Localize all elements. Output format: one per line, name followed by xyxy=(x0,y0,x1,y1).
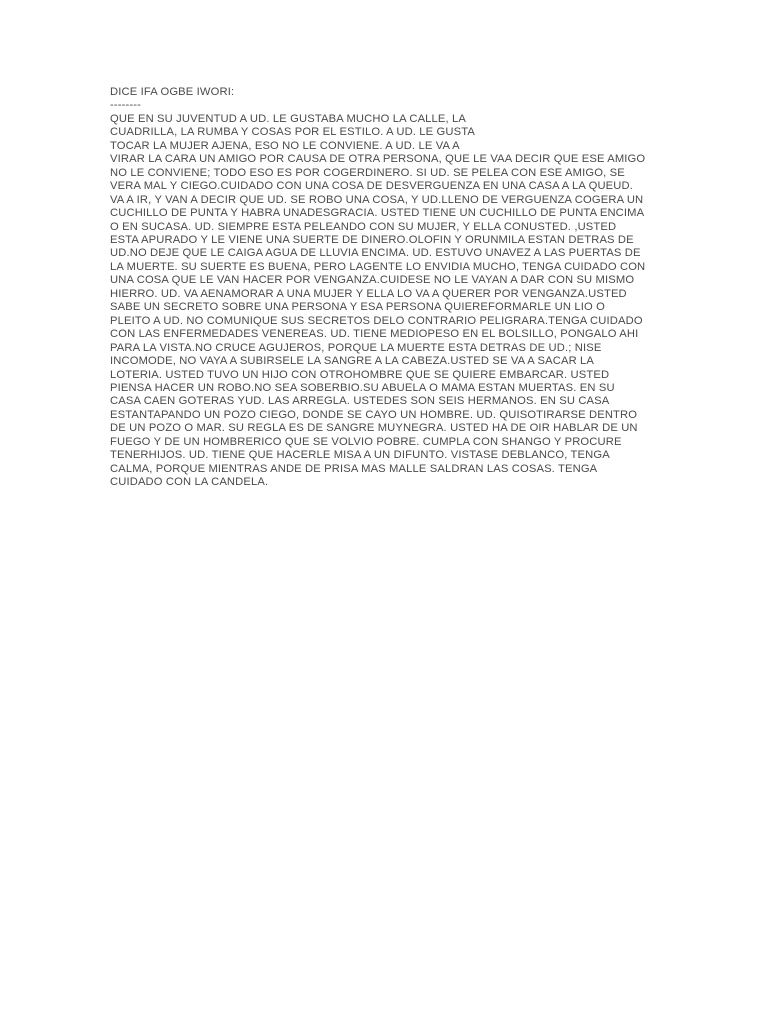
title-separator: -------- xyxy=(110,99,142,112)
text-line: CASA CAEN GOTERAS YUD. LAS ARREGLA. USTEDES SON SEIS HERMANOS. EN SU CASA xyxy=(110,395,610,408)
text-line: PARA LA VISTA.NO CRUCE AGUJEROS, PORQUE LA MUERTE ESTA DETRAS DE UD.; NISE xyxy=(110,341,602,354)
text-line: UD.NO DEJE QUE LE CAIGA AGUA DE LLUVIA ENCIMA. UD. ESTUVO UNAVEZ A LAS PUERTAS DE xyxy=(110,247,641,260)
text-line: INCOMODE, NO VAYA A SUBIRSELE LA SANGRE A LA CABEZA.USTED SE VA A SACAR LA xyxy=(110,355,595,368)
document-page xyxy=(110,86,670,490)
text-line: VIRAR LA CARA UN AMIGO POR CAUSA DE OTRA PERSONA, QUE LE VAA DECIR QUE ESE AMIGO xyxy=(110,153,646,166)
text-line: O EN SUCASA. UD. SIEMPRE ESTA PELEANDO CON SU MUJER, Y ELLA CONUSTED. ,USTED xyxy=(110,220,617,233)
text-line: QUE EN SU JUVENTUD A UD. LE GUSTABA MUCHO LA CALLE, LA xyxy=(110,112,467,125)
text-line: CON LAS ENFERMEDADES VENEREAS. UD. TIENE MEDIOPESO EN EL BOLSILLO, PONGALO AHI xyxy=(110,328,639,341)
text-line: LA MUERTE. SU SUERTE ES BUENA, PERO LAGENTE LO ENVIDIA MUCHO, TENGA CUIDADO CON xyxy=(110,260,646,273)
text-line: CALMA, PORQUE MIENTRAS ANDE DE PRISA MAS MALLE SALDRAN LAS COSAS. TENGA xyxy=(110,462,598,475)
text-line: LOTERIA. USTED TUVO UN HIJO CON OTROHOMBRE QUE SE QUIERE EMBARCAR. USTED xyxy=(110,368,610,381)
text-line: FUEGO Y DE UN HOMBRERICO QUE SE VOLVIO POBRE. CUMPLA CON SHANGO Y PROCURE xyxy=(110,435,622,448)
text-line: ESTA APURADO Y LE VIENE UNA SUERTE DE DINERO.OLOFIN Y ORUNMILA ESTAN DETRAS DE xyxy=(110,233,634,246)
text-line: VERA MAL Y CIEGO.CUIDADO CON UNA COSA DE DESVERGUENZA EN UNA CASA A LA QUEUD. xyxy=(110,180,633,193)
text-line: TENERHIJOS. UD. TIENE QUE HACERLE MISA A UN DIFUNTO. VISTASE DEBLANCO, TENGA xyxy=(110,449,610,462)
text-line: CUADRILLA, LA RUMBA Y COSAS POR EL ESTILO. A UD. LE GUSTA xyxy=(110,126,476,139)
text-line: ESTANTAPANDO UN POZO CIEGO, DONDE SE CAYO UN HOMBRE. UD. QUISOTIRARSE DENTRO xyxy=(110,408,638,421)
text-line: TOCAR LA MUJER AJENA, ESO NO LE CONVIENE. A UD. LE VA A xyxy=(110,139,460,152)
document-title: DICE IFA OGBE IWORI: xyxy=(110,86,235,98)
text-line: CUCHILLO DE PUNTA Y HABRA UNADESGRACIA. USTED TIENE UN CUCHILLO DE PUNTA ENCIMA xyxy=(110,207,645,220)
text-line: DE UN POZO O MAR. SU REGLA ES DE SANGRE MUYNEGRA. USTED HA DE OIR HABLAR DE UN xyxy=(110,422,638,435)
text-line: VA A IR, Y VAN A DECIR QUE UD. SE ROBO UNA COSA, Y UD.LLENO DE VERGUENZA COGERA UN xyxy=(110,193,644,206)
text-line: PIENSA HACER UN ROBO.NO SEA SOBERBIO.SU ABUELA O MAMA ESTAN MUERTAS. EN SU xyxy=(110,381,615,394)
text-line: NO LE CONVIENE; TODO ESO ES POR COGERDINERO. SI UD. SE PELEA CON ESE AMIGO, SE xyxy=(110,166,625,179)
text-line: PLEITO A UD. NO COMUNIQUE SUS SECRETOS DELO CONTRARIO PELIGRARA.TENGA CUIDADO xyxy=(110,314,643,327)
text-line: UNA COSA QUE LE VAN HACER POR VENGANZA.CUIDESE NO LE VAYAN A DAR CON SU MISMO xyxy=(110,274,635,287)
text-line: SABE UN SECRETO SOBRE UNA PERSONA Y ESA PERSONA QUIEREFORMARLE UN LIO O xyxy=(110,301,605,314)
text-line: HIERRO. UD. VA AENAMORAR A UNA MUJER Y ELLA LO VA A QUERER POR VENGANZA.USTED xyxy=(110,287,627,300)
text-line: CUIDADO CON LA CANDELA. xyxy=(110,476,269,489)
